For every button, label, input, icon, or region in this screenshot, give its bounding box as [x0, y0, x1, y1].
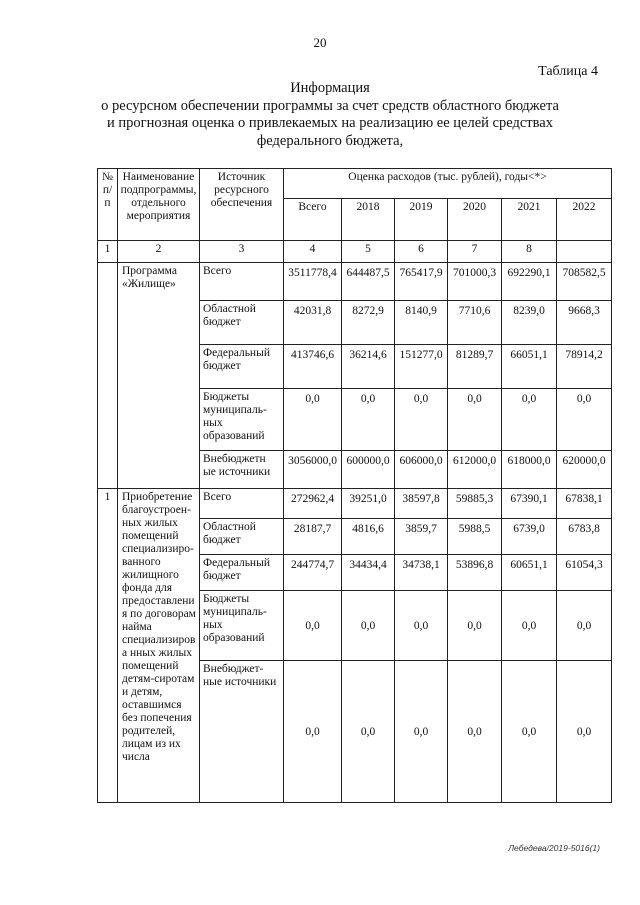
amount-cell: 59885,3 — [448, 489, 502, 519]
index-cell: 3 — [200, 241, 284, 263]
funding-source: Внебюджетн ые источники — [200, 451, 284, 489]
amount-cell: 39251,0 — [342, 489, 395, 519]
funding-source: Бюджеты муниципаль-ных образований — [200, 591, 284, 661]
amount-cell: 78914,2 — [557, 345, 612, 389]
header-col-total: Всего — [284, 199, 342, 241]
header-name: Наименование подпрограммы, отдельного мероприятия — [118, 169, 200, 241]
amount-cell: 765417,9 — [395, 263, 448, 301]
index-cell: 7 — [448, 241, 502, 263]
amount-cell: 0,0 — [448, 591, 502, 661]
index-cell — [557, 241, 612, 263]
document-title — [80, 80, 580, 150]
amount-cell: 42031,8 — [284, 301, 342, 345]
amount-cell: 0,0 — [557, 389, 612, 451]
amount-cell: 0,0 — [395, 661, 448, 803]
index-cell: 8 — [502, 241, 557, 263]
title-line-3: и прогнозная оценка о привлекаемых на реализацию ее целей средствах — [107, 115, 553, 131]
amount-cell: 36214,6 — [342, 345, 395, 389]
funding-source: Областной бюджет — [200, 519, 284, 555]
amount-cell: 644487,5 — [342, 263, 395, 301]
amount-cell: 151277,0 — [395, 345, 448, 389]
index-cell: 6 — [395, 241, 448, 263]
amount-cell: 692290,1 — [502, 263, 557, 301]
funding-source: Федеральный бюджет — [200, 345, 284, 389]
index-cell: 5 — [342, 241, 395, 263]
amount-cell: 34434,4 — [342, 555, 395, 591]
amount-cell: 67390,1 — [502, 489, 557, 519]
amount-cell: 3056000,0 — [284, 451, 342, 489]
resource-table — [97, 168, 612, 803]
amount-cell: 0,0 — [395, 591, 448, 661]
amount-cell: 272962,4 — [284, 489, 342, 519]
amount-cell: 81289,7 — [448, 345, 502, 389]
amount-cell: 34738,1 — [395, 555, 448, 591]
amount-cell: 4816,6 — [342, 519, 395, 555]
amount-cell: 8272,9 — [342, 301, 395, 345]
amount-cell: 7710,6 — [448, 301, 502, 345]
amount-cell: 60651,1 — [502, 555, 557, 591]
amount-cell: 0,0 — [284, 389, 342, 451]
amount-cell: 0,0 — [342, 389, 395, 451]
footer-stamp: Лебедева/2019-5016(1) — [508, 843, 600, 853]
title-line-1: Информация — [290, 80, 370, 96]
amount-cell: 606000,0 — [395, 451, 448, 489]
funding-source: Внебюджет-ные источники — [200, 661, 284, 803]
amount-cell: 0,0 — [502, 389, 557, 451]
header-col-2021: 2021 — [502, 199, 557, 241]
amount-cell: 61054,3 — [557, 555, 612, 591]
index-row — [98, 241, 612, 263]
amount-cell: 0,0 — [342, 591, 395, 661]
header-row-1 — [98, 169, 612, 199]
amount-cell: 413746,6 — [284, 345, 342, 389]
funding-source: Областной бюджет — [200, 301, 284, 345]
amount-cell: 0,0 — [502, 661, 557, 803]
title-line-4: федерального бюджета, — [256, 132, 404, 149]
amount-cell: 0,0 — [284, 591, 342, 661]
amount-cell: 8239,0 — [502, 301, 557, 345]
table-label: Таблица 4 — [538, 64, 598, 79]
header-col-2018: 2018 — [342, 199, 395, 241]
amount-cell: 0,0 — [502, 591, 557, 661]
amount-cell: 9668,3 — [557, 301, 612, 345]
section-name: Приобретение благоустроен-ных жилых помещений специализиро-ванного жилищного фонда для предоставления по договорам найма специализирова нных жилых помещений детям-сиротам и детям, оставшимся без попечения родителей, лицам из их числа — [118, 489, 200, 803]
header-col-2019: 2019 — [395, 199, 448, 241]
amount-cell: 618000,0 — [502, 451, 557, 489]
header-estimate: Оценка расходов (тыс. рублей), годы<*> — [284, 169, 612, 199]
amount-cell: 612000,0 — [448, 451, 502, 489]
amount-cell: 8140,9 — [395, 301, 448, 345]
amount-cell: 0,0 — [448, 389, 502, 451]
amount-cell: 701000,3 — [448, 263, 502, 301]
amount-cell: 0,0 — [448, 661, 502, 803]
amount-cell: 6739,0 — [502, 519, 557, 555]
amount-cell: 244774,7 — [284, 555, 342, 591]
funding-source: Федеральный бюджет — [200, 555, 284, 591]
index-cell: 4 — [284, 241, 342, 263]
amount-cell: 620000,0 — [557, 451, 612, 489]
amount-cell: 0,0 — [395, 389, 448, 451]
header-num: № п/п — [98, 169, 118, 241]
amount-cell: 67838,1 — [557, 489, 612, 519]
amount-cell: 0,0 — [557, 661, 612, 803]
amount-cell: 66051,1 — [502, 345, 557, 389]
table-row — [98, 489, 612, 519]
title-line-2: о ресурсном обеспечении программы за счет средств областного бюджета — [101, 97, 559, 114]
amount-cell: 38597,8 — [395, 489, 448, 519]
amount-cell: 0,0 — [284, 661, 342, 803]
section-number: 1 — [98, 489, 118, 803]
amount-cell: 5988,5 — [448, 519, 502, 555]
section-number — [98, 263, 118, 489]
funding-source: Всего — [200, 489, 284, 519]
header-col-2022: 2022 — [557, 199, 612, 241]
funding-source: Всего — [200, 263, 284, 301]
amount-cell: 600000,0 — [342, 451, 395, 489]
amount-cell: 6783,8 — [557, 519, 612, 555]
table-row — [98, 263, 612, 301]
section-name: Программа «Жилище» — [118, 263, 200, 489]
index-cell: 1 — [98, 241, 118, 263]
amount-cell: 0,0 — [342, 661, 395, 803]
header-source: Источник ресурсного обеспечения — [200, 169, 284, 241]
amount-cell: 708582,5 — [557, 263, 612, 301]
page-number: 20 — [313, 35, 327, 50]
amount-cell: 0,0 — [557, 591, 612, 661]
amount-cell: 3859,7 — [395, 519, 448, 555]
header-col-2020: 2020 — [448, 199, 502, 241]
amount-cell: 28187,7 — [284, 519, 342, 555]
amount-cell: 3511778,4 — [284, 263, 342, 301]
amount-cell: 53896,8 — [448, 555, 502, 591]
index-cell: 2 — [118, 241, 200, 263]
funding-source: Бюджеты муниципаль-ных образований — [200, 389, 284, 451]
